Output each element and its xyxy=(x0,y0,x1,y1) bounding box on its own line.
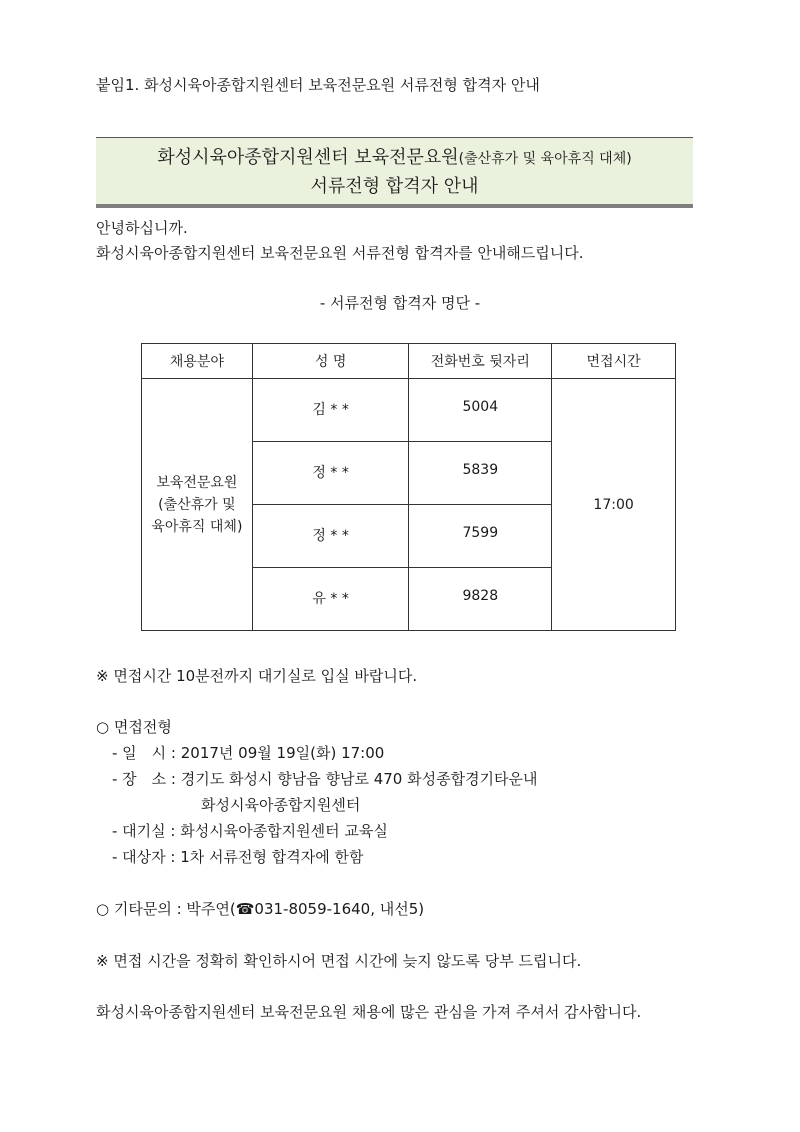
contact-info: ○ 기타문의 : 박주연(☎031-8059-1640, 내선5) xyxy=(96,900,425,918)
header-name: 성 명 xyxy=(252,344,409,379)
field-cell xyxy=(142,379,253,631)
arrival-note: ※ 면접시간 10분전까지 대기실로 입실 바랍니다. xyxy=(96,667,418,685)
interview-place: - 장 소 : 경기도 화성시 향남읍 향남로 470 화성종합경기타운내 xyxy=(112,770,538,788)
field-line: (출산휴가 및 xyxy=(158,496,236,513)
field-line: 보육전문요원 xyxy=(156,474,238,491)
title-subtitle: (출산휴가 및 육아휴직 대체) xyxy=(458,151,632,167)
intro-text: 화성시육아종합지원센터 보육전문요원 서류전형 합격자를 안내해드립니다. xyxy=(96,244,584,262)
greeting: 안녕하십니까. xyxy=(96,219,188,237)
title-line-1 xyxy=(96,147,693,170)
interview-place-detail: 화성시육아종합지원센터 xyxy=(201,796,361,814)
result-table xyxy=(141,343,676,631)
name-cell: 김 * * xyxy=(252,379,409,442)
name-cell: 유 * * xyxy=(252,568,409,631)
interview-target: - 대상자 : 1차 서류전형 합격자에 한함 xyxy=(112,848,364,866)
list-title: - 서류전형 합격자 명단 - xyxy=(319,294,481,312)
table-row xyxy=(142,379,676,442)
interview-waiting-room: - 대기실 : 화성시육아종합지원센터 교육실 xyxy=(112,822,388,840)
interview-heading: ○ 면접전형 xyxy=(96,718,172,736)
phone-cell: 5839 xyxy=(409,442,552,505)
title-main: 화성시육아종합지원센터 보육전문요원 xyxy=(157,147,459,168)
phone-cell: 5004 xyxy=(409,379,552,442)
table-header-row xyxy=(142,344,676,379)
header-time: 면접시간 xyxy=(552,344,676,379)
name-cell: 정 * * xyxy=(252,505,409,568)
phone-cell: 9828 xyxy=(409,568,552,631)
interview-date: - 일 시 : 2017년 09월 19일(화) 17:00 xyxy=(112,744,385,762)
attachment-heading: 붙임1. 화성시육아종합지원센터 보육전문요원 서류전형 합격자 안내 xyxy=(96,76,540,94)
phone-cell: 7599 xyxy=(409,505,552,568)
name-cell: 정 * * xyxy=(252,442,409,505)
header-phone: 전화번호 뒷자리 xyxy=(409,344,552,379)
closing-text: 화성시육아종합지원센터 보육전문요원 채용에 많은 관심을 가져 주셔서 감사합니다. xyxy=(96,1003,642,1021)
title-line-2: 서류전형 합격자 안내 xyxy=(310,176,479,197)
time-note: ※ 면접 시간을 정확히 확인하시어 면접 시간에 늦지 않도록 당부 드립니다. xyxy=(96,952,582,970)
field-line: 육아휴직 대체) xyxy=(151,518,243,535)
title-box xyxy=(96,137,693,208)
interview-time-cell: 17:00 xyxy=(552,379,676,631)
header-field: 채용분야 xyxy=(142,344,253,379)
